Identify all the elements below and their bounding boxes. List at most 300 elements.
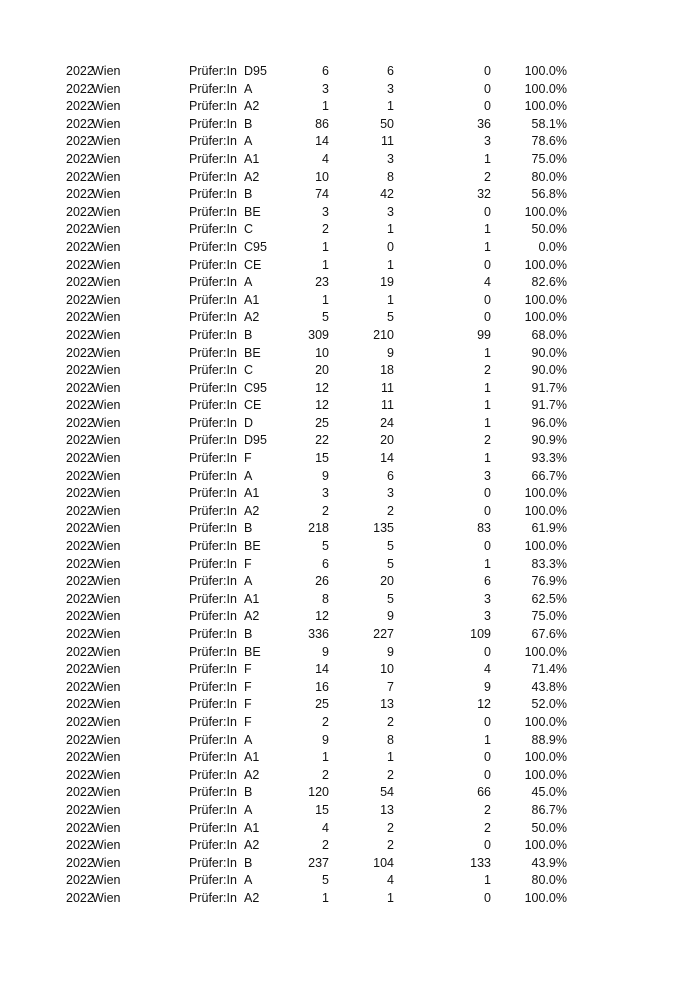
total-cell: 10: [315, 169, 329, 184]
passed-cell: 10: [380, 662, 394, 677]
license-class-cell: F: [244, 714, 252, 729]
license-class-cell: CE: [244, 257, 262, 272]
table-row: [0, 714, 700, 732]
city-cell: Wien: [92, 169, 121, 184]
city-cell: Wien: [92, 802, 121, 817]
year-cell: 2022: [66, 591, 94, 606]
failed-cell: 0: [484, 64, 491, 78]
license-class-cell: F: [244, 697, 252, 712]
license-class-cell: A: [244, 134, 253, 149]
city-cell: Wien: [92, 398, 121, 413]
role-cell: Prüfer:In: [189, 169, 237, 184]
pass-rate-cell: 86.7%: [531, 802, 567, 817]
license-class-cell: D: [244, 415, 254, 430]
table-row: [0, 116, 700, 134]
license-class-cell: BE: [244, 644, 261, 659]
role-cell: Prüfer:In: [189, 697, 237, 712]
city-cell: Wien: [92, 345, 121, 360]
role-cell: Prüfer:In: [189, 292, 237, 307]
passed-cell: 3: [387, 81, 394, 96]
role-cell: Prüfer:In: [189, 556, 237, 571]
year-cell: 2022: [66, 239, 94, 254]
year-cell: 2022: [66, 503, 94, 518]
passed-cell: 9: [387, 644, 394, 659]
license-class-cell: A2: [244, 310, 260, 325]
failed-cell: 0: [484, 644, 491, 659]
pass-rate-cell: 62.5%: [531, 591, 567, 606]
city-cell: Wien: [92, 239, 121, 254]
role-cell: Prüfer:In: [189, 609, 237, 624]
role-cell: Prüfer:In: [189, 574, 237, 589]
year-cell: 2022: [66, 644, 94, 659]
year-cell: 2022: [66, 222, 94, 237]
city-cell: Wien: [92, 521, 121, 536]
failed-cell: 0: [484, 486, 491, 501]
total-cell: 8: [322, 591, 329, 606]
passed-cell: 8: [387, 169, 394, 184]
total-cell: 86: [315, 116, 329, 131]
year-cell: 2022: [66, 204, 94, 219]
year-cell: 2022: [66, 116, 94, 131]
license-class-cell: F: [244, 451, 252, 466]
role-cell: Prüfer:In: [189, 310, 237, 325]
table-row: [0, 890, 700, 908]
failed-cell: 9: [484, 679, 491, 694]
city-cell: Wien: [92, 785, 121, 800]
passed-cell: 11: [381, 134, 394, 149]
table-row: [0, 679, 700, 697]
table-row: [0, 380, 700, 398]
year-cell: 2022: [66, 64, 94, 78]
pass-rate-cell: 100.0%: [524, 750, 567, 765]
role-cell: Prüfer:In: [189, 591, 237, 606]
year-cell: 2022: [66, 679, 94, 694]
role-cell: Prüfer:In: [189, 486, 237, 501]
failed-cell: 0: [484, 292, 491, 307]
passed-cell: 50: [380, 116, 394, 131]
passed-cell: 9: [387, 345, 394, 360]
city-cell: Wien: [92, 415, 121, 430]
table-row: [0, 485, 700, 503]
passed-cell: 2: [387, 820, 394, 835]
year-cell: 2022: [66, 275, 94, 290]
failed-cell: 3: [484, 591, 491, 606]
city-cell: Wien: [92, 591, 121, 606]
pass-rate-cell: 96.0%: [531, 415, 567, 430]
license-class-cell: F: [244, 662, 252, 677]
city-cell: Wien: [92, 873, 121, 888]
pass-rate-cell: 90.9%: [531, 433, 567, 448]
role-cell: Prüfer:In: [189, 644, 237, 659]
role-cell: Prüfer:In: [189, 257, 237, 272]
total-cell: 218: [308, 521, 329, 536]
failed-cell: 0: [484, 838, 491, 853]
table-row: [0, 749, 700, 767]
pass-rate-cell: 100.0%: [524, 310, 567, 325]
total-cell: 1: [322, 257, 329, 272]
table-row: [0, 468, 700, 486]
passed-cell: 11: [381, 398, 394, 413]
failed-cell: 3: [484, 609, 491, 624]
table-row: [0, 204, 700, 222]
city-cell: Wien: [92, 838, 121, 853]
year-cell: 2022: [66, 802, 94, 817]
city-cell: Wien: [92, 380, 121, 395]
city-cell: Wien: [92, 556, 121, 571]
total-cell: 2: [322, 767, 329, 782]
table-row: [0, 591, 700, 609]
failed-cell: 0: [484, 890, 491, 905]
total-cell: 309: [308, 327, 329, 342]
passed-cell: 1: [387, 99, 394, 114]
table-row: [0, 169, 700, 187]
table-row: [0, 309, 700, 327]
passed-cell: 2: [387, 838, 394, 853]
passed-cell: 210: [373, 327, 394, 342]
passed-cell: 135: [373, 521, 394, 536]
passed-cell: 5: [387, 591, 394, 606]
city-cell: Wien: [92, 116, 121, 131]
year-cell: 2022: [66, 151, 94, 166]
table-row: [0, 872, 700, 890]
year-cell: 2022: [66, 574, 94, 589]
failed-cell: 6: [484, 574, 491, 589]
failed-cell: 1: [484, 239, 491, 254]
passed-cell: 13: [380, 697, 394, 712]
total-cell: 14: [315, 134, 329, 149]
total-cell: 2: [322, 222, 329, 237]
role-cell: Prüfer:In: [189, 802, 237, 817]
year-cell: 2022: [66, 697, 94, 712]
year-cell: 2022: [66, 855, 94, 870]
total-cell: 10: [315, 345, 329, 360]
pass-rate-cell: 68.0%: [531, 327, 567, 342]
failed-cell: 0: [484, 204, 491, 219]
city-cell: Wien: [92, 64, 121, 78]
city-cell: Wien: [92, 679, 121, 694]
passed-cell: 3: [387, 151, 394, 166]
pass-rate-cell: 66.7%: [531, 468, 567, 483]
table-row: [0, 732, 700, 750]
total-cell: 9: [322, 732, 329, 747]
year-cell: 2022: [66, 433, 94, 448]
passed-cell: 104: [373, 855, 394, 870]
city-cell: Wien: [92, 503, 121, 518]
license-class-cell: A2: [244, 767, 260, 782]
role-cell: Prüfer:In: [189, 750, 237, 765]
license-class-cell: B: [244, 521, 253, 536]
license-class-cell: A2: [244, 609, 260, 624]
city-cell: Wien: [92, 890, 121, 905]
city-cell: Wien: [92, 609, 121, 624]
pass-rate-cell: 80.0%: [531, 873, 567, 888]
total-cell: 22: [315, 433, 329, 448]
table-row: [0, 696, 700, 714]
role-cell: Prüfer:In: [189, 64, 237, 78]
pass-rate-cell: 100.0%: [524, 81, 567, 96]
pass-rate-cell: 82.6%: [531, 275, 567, 290]
license-class-cell: C: [244, 222, 254, 237]
pass-rate-cell: 88.9%: [531, 732, 567, 747]
passed-cell: 5: [387, 310, 394, 325]
city-cell: Wien: [92, 451, 121, 466]
role-cell: Prüfer:In: [189, 151, 237, 166]
total-cell: 15: [315, 802, 329, 817]
passed-cell: 20: [380, 433, 394, 448]
total-cell: 237: [308, 855, 329, 870]
pass-rate-cell: 50.0%: [531, 222, 567, 237]
license-class-cell: A2: [244, 169, 260, 184]
total-cell: 4: [322, 151, 329, 166]
license-class-cell: D95: [244, 64, 267, 78]
city-cell: Wien: [92, 151, 121, 166]
pass-rate-cell: 100.0%: [524, 292, 567, 307]
total-cell: 6: [322, 556, 329, 571]
total-cell: 12: [315, 398, 329, 413]
failed-cell: 2: [484, 433, 491, 448]
pass-rate-cell: 75.0%: [531, 151, 567, 166]
total-cell: 120: [308, 785, 329, 800]
role-cell: Prüfer:In: [189, 187, 237, 202]
year-cell: 2022: [66, 257, 94, 272]
passed-cell: 4: [387, 873, 394, 888]
license-class-cell: BE: [244, 539, 261, 554]
total-cell: 1: [322, 890, 329, 905]
year-cell: 2022: [66, 81, 94, 96]
year-cell: 2022: [66, 99, 94, 114]
pass-rate-cell: 75.0%: [531, 609, 567, 624]
pass-rate-cell: 100.0%: [524, 99, 567, 114]
city-cell: Wien: [92, 486, 121, 501]
table-row: [0, 239, 700, 257]
city-cell: Wien: [92, 363, 121, 378]
license-class-cell: A: [244, 802, 253, 817]
table-row: [0, 221, 700, 239]
passed-cell: 24: [380, 415, 394, 430]
passed-cell: 3: [387, 486, 394, 501]
table-row: [0, 608, 700, 626]
city-cell: Wien: [92, 433, 121, 448]
failed-cell: 83: [477, 521, 491, 536]
license-class-cell: A: [244, 81, 253, 96]
role-cell: Prüfer:In: [189, 451, 237, 466]
role-cell: Prüfer:In: [189, 785, 237, 800]
failed-cell: 0: [484, 767, 491, 782]
passed-cell: 1: [387, 890, 394, 905]
role-cell: Prüfer:In: [189, 838, 237, 853]
failed-cell: 1: [484, 415, 491, 430]
pass-rate-cell: 100.0%: [524, 714, 567, 729]
pass-rate-cell: 80.0%: [531, 169, 567, 184]
failed-cell: 32: [477, 187, 491, 202]
role-cell: Prüfer:In: [189, 767, 237, 782]
pass-rate-cell: 78.6%: [531, 134, 567, 149]
total-cell: 20: [315, 363, 329, 378]
role-cell: Prüfer:In: [189, 415, 237, 430]
role-cell: Prüfer:In: [189, 679, 237, 694]
role-cell: Prüfer:In: [189, 503, 237, 518]
year-cell: 2022: [66, 187, 94, 202]
license-class-cell: B: [244, 855, 253, 870]
total-cell: 5: [322, 539, 329, 554]
total-cell: 25: [315, 415, 329, 430]
role-cell: Prüfer:In: [189, 820, 237, 835]
table-row: [0, 644, 700, 662]
role-cell: Prüfer:In: [189, 855, 237, 870]
pass-rate-cell: 100.0%: [524, 204, 567, 219]
city-cell: Wien: [92, 257, 121, 272]
year-cell: 2022: [66, 327, 94, 342]
table-row: [0, 802, 700, 820]
pass-rate-cell: 67.6%: [531, 627, 567, 641]
city-cell: Wien: [92, 204, 121, 219]
failed-cell: 4: [484, 275, 491, 290]
passed-cell: 2: [387, 767, 394, 782]
failed-cell: 2: [484, 169, 491, 184]
pass-rate-cell: 93.3%: [531, 451, 567, 466]
table-row: [0, 415, 700, 433]
passed-cell: 6: [387, 468, 394, 483]
pass-rate-cell: 45.0%: [531, 785, 567, 800]
pass-rate-cell: 56.8%: [531, 187, 567, 202]
passed-cell: 20: [380, 574, 394, 589]
table-row: [0, 450, 700, 468]
passed-cell: 18: [380, 363, 394, 378]
year-cell: 2022: [66, 662, 94, 677]
table-row: [0, 661, 700, 679]
total-cell: 2: [322, 838, 329, 853]
role-cell: Prüfer:In: [189, 81, 237, 96]
total-cell: 5: [322, 873, 329, 888]
year-cell: 2022: [66, 627, 94, 641]
pass-rate-cell: 90.0%: [531, 363, 567, 378]
table-row: [0, 503, 700, 521]
pass-rate-cell: 100.0%: [524, 539, 567, 554]
pass-rate-cell: 83.3%: [531, 556, 567, 571]
city-cell: Wien: [92, 714, 121, 729]
pass-rate-cell: 100.0%: [524, 486, 567, 501]
failed-cell: 12: [477, 697, 491, 712]
failed-cell: 0: [484, 750, 491, 765]
year-cell: 2022: [66, 838, 94, 853]
city-cell: Wien: [92, 222, 121, 237]
total-cell: 1: [322, 750, 329, 765]
license-class-cell: A: [244, 873, 253, 888]
failed-cell: 0: [484, 257, 491, 272]
role-cell: Prüfer:In: [189, 627, 237, 641]
license-class-cell: A2: [244, 838, 260, 853]
role-cell: Prüfer:In: [189, 204, 237, 219]
role-cell: Prüfer:In: [189, 468, 237, 483]
city-cell: Wien: [92, 134, 121, 149]
failed-cell: 0: [484, 539, 491, 554]
table-row: [0, 837, 700, 855]
role-cell: Prüfer:In: [189, 134, 237, 149]
role-cell: Prüfer:In: [189, 363, 237, 378]
failed-cell: 133: [470, 855, 491, 870]
pass-rate-cell: 0.0%: [538, 239, 567, 254]
role-cell: Prüfer:In: [189, 99, 237, 114]
table-row: [0, 292, 700, 310]
license-class-cell: A1: [244, 591, 260, 606]
license-class-cell: B: [244, 627, 253, 641]
role-cell: Prüfer:In: [189, 873, 237, 888]
passed-cell: 7: [387, 679, 394, 694]
total-cell: 16: [315, 679, 329, 694]
year-cell: 2022: [66, 380, 94, 395]
pass-rate-cell: 90.0%: [531, 345, 567, 360]
table-row: [0, 432, 700, 450]
role-cell: Prüfer:In: [189, 398, 237, 413]
role-cell: Prüfer:In: [189, 116, 237, 131]
license-class-cell: B: [244, 327, 253, 342]
total-cell: 3: [322, 486, 329, 501]
passed-cell: 1: [387, 222, 394, 237]
role-cell: Prüfer:In: [189, 539, 237, 554]
license-class-cell: A1: [244, 486, 260, 501]
role-cell: Prüfer:In: [189, 275, 237, 290]
pass-rate-cell: 52.0%: [531, 697, 567, 712]
license-class-cell: A1: [244, 750, 260, 765]
city-cell: Wien: [92, 327, 121, 342]
year-cell: 2022: [66, 609, 94, 624]
passed-cell: 19: [380, 275, 394, 290]
city-cell: Wien: [92, 574, 121, 589]
city-cell: Wien: [92, 697, 121, 712]
passed-cell: 14: [380, 451, 394, 466]
total-cell: 1: [322, 292, 329, 307]
failed-cell: 0: [484, 81, 491, 96]
year-cell: 2022: [66, 486, 94, 501]
license-class-cell: A: [244, 732, 253, 747]
failed-cell: 36: [477, 116, 491, 131]
failed-cell: 1: [484, 451, 491, 466]
license-class-cell: BE: [244, 204, 261, 219]
pass-rate-cell: 100.0%: [524, 503, 567, 518]
role-cell: Prüfer:In: [189, 890, 237, 905]
passed-cell: 5: [387, 539, 394, 554]
year-cell: 2022: [66, 556, 94, 571]
failed-cell: 3: [484, 134, 491, 149]
table-row: [0, 257, 700, 275]
total-cell: 1: [322, 99, 329, 114]
failed-cell: 99: [477, 327, 491, 342]
year-cell: 2022: [66, 398, 94, 413]
year-cell: 2022: [66, 873, 94, 888]
failed-cell: 0: [484, 503, 491, 518]
role-cell: Prüfer:In: [189, 327, 237, 342]
license-class-cell: A2: [244, 890, 260, 905]
table-row: [0, 573, 700, 591]
table-row: [0, 820, 700, 838]
pass-rate-cell: 100.0%: [524, 644, 567, 659]
city-cell: Wien: [92, 187, 121, 202]
total-cell: 12: [315, 609, 329, 624]
passed-cell: 227: [373, 627, 394, 641]
total-cell: 3: [322, 204, 329, 219]
failed-cell: 1: [484, 345, 491, 360]
license-class-cell: A1: [244, 151, 260, 166]
passed-cell: 2: [387, 714, 394, 729]
pass-rate-cell: 61.9%: [531, 521, 567, 536]
city-cell: Wien: [92, 99, 121, 114]
year-cell: 2022: [66, 750, 94, 765]
passed-cell: 11: [381, 380, 394, 395]
pass-rate-cell: 50.0%: [531, 820, 567, 835]
table-row: [0, 362, 700, 380]
passed-cell: 42: [380, 187, 394, 202]
license-class-cell: A: [244, 574, 253, 589]
